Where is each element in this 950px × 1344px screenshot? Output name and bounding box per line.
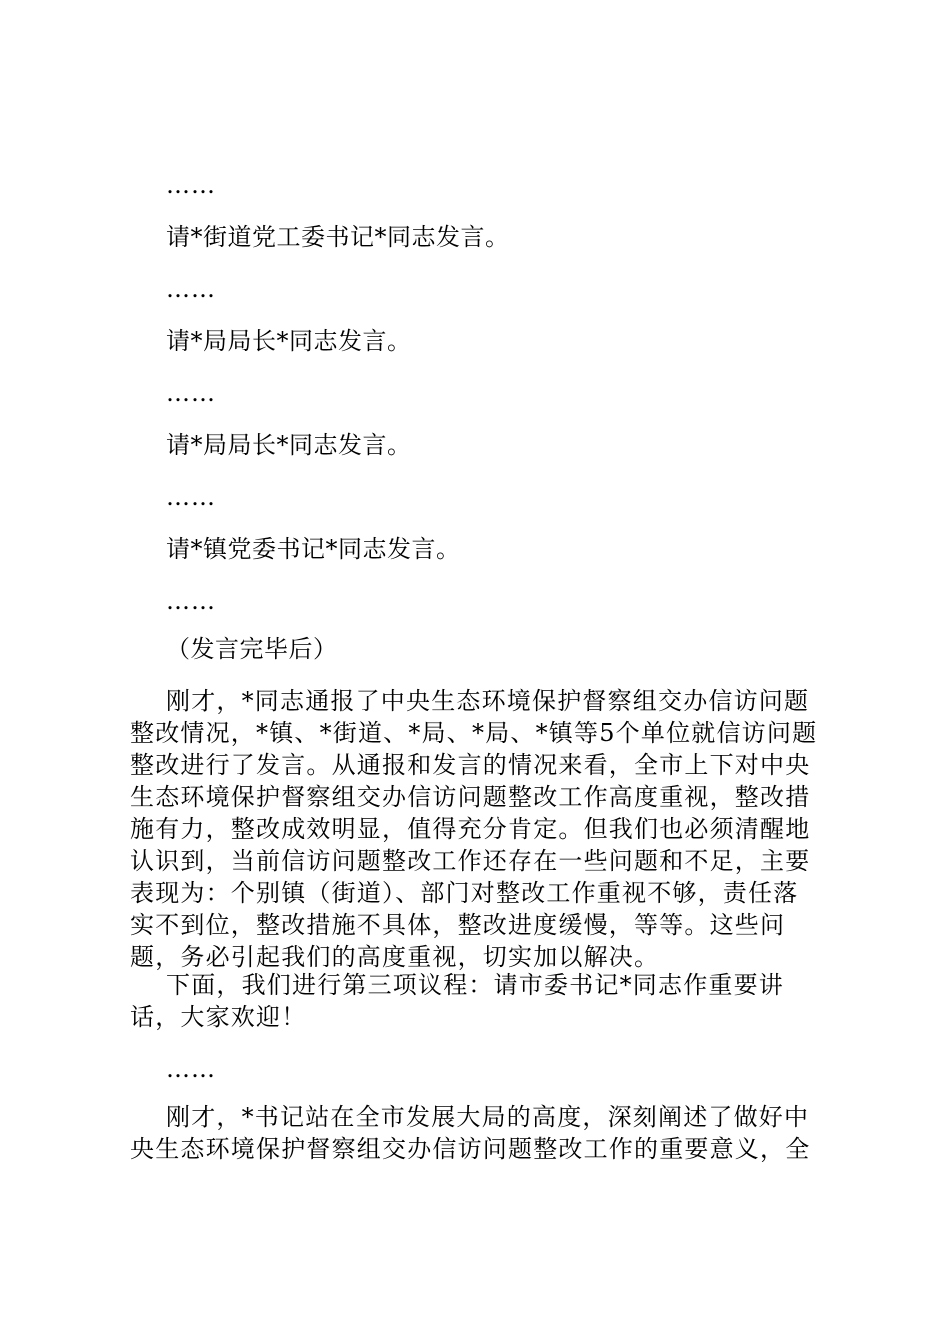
paragraph-1-line: 整改情况，*镇、*街道、*局、*局、*镇等5个单位就信访问题: [130, 719, 818, 747]
paragraph-1-line: 表现为：个别镇（街道）、部门对整改工作重视不够，责任落: [130, 879, 799, 907]
paragraph-1-line: 生态环境保护督察组交办信访问题整改工作高度重视，整改措: [130, 783, 811, 811]
paragraph-1-line: 整改进行了发言。从通报和发言的情况来看，全市上下对中央: [130, 751, 811, 779]
ellipsis-line: ……: [166, 171, 216, 199]
paragraph-2-line: 下面，我们进行第三项议程：请市委书记*同志作重要讲: [166, 971, 784, 999]
paragraph-1-line: 认识到，当前信访问题整改工作还存在一些问题和不足，主要: [130, 847, 811, 875]
ellipsis-line: ……: [166, 379, 216, 407]
speaker-line: 请*镇党委书记*同志发言。: [166, 535, 461, 563]
paragraph-1-line: 刚才，*同志通报了中央生态环境保护督察组交办信访问题: [166, 687, 810, 715]
ellipsis-line: ……: [166, 483, 216, 511]
ellipsis-line: ……: [166, 587, 216, 615]
paragraph-2-line: 话，大家欢迎！: [130, 1003, 307, 1031]
speaker-line: 请*局局长*同志发言。: [166, 431, 412, 459]
ellipsis-line: ……: [166, 275, 216, 303]
paragraph-1-line: 实不到位，整改措施不具体，整改进度缓慢，等等。这些问: [130, 911, 786, 939]
speaker-line: 请*街道党工委书记*同志发言。: [166, 223, 510, 251]
paragraph-1-line: 题，务必引起我们的高度重视，切实加以解决。: [130, 943, 660, 971]
paragraph-1-line: 施有力，整改成效明显，值得充分肯定。但我们也必须清醒地: [130, 815, 811, 843]
paragraph-3-line: 央生态环境保护督察组交办信访问题整改工作的重要意义，全: [130, 1135, 811, 1163]
stage-note: （发言完毕后）: [166, 635, 338, 663]
speaker-line: 请*局局长*同志发言。: [166, 327, 412, 355]
paragraph-3-line: 刚才，*书记站在全市发展大局的高度，深刻阐述了做好中: [166, 1103, 810, 1131]
ellipsis-line: ……: [166, 1055, 216, 1083]
